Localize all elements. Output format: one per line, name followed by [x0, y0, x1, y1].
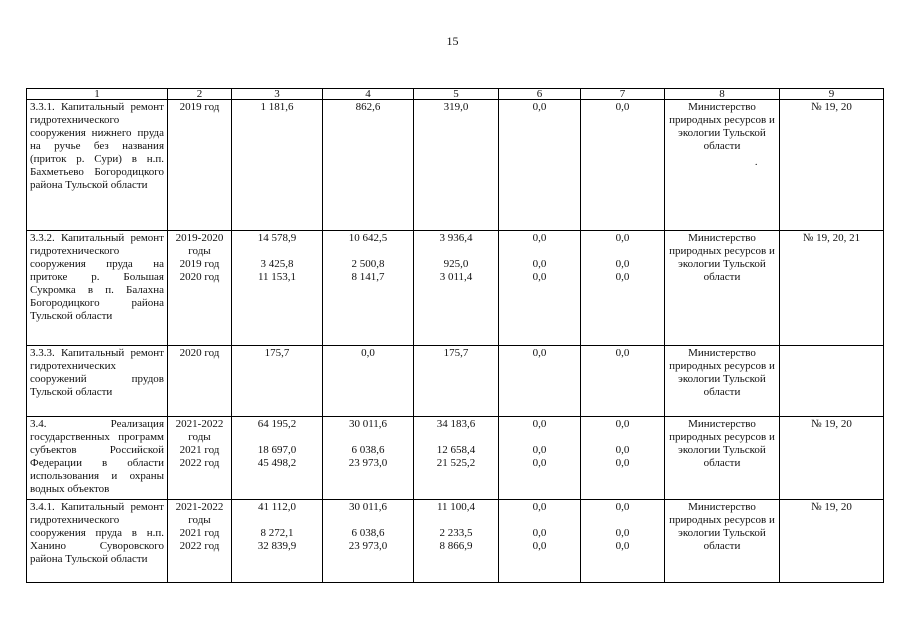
value-line: 0,0: [615, 232, 630, 244]
row-name: 3.3.3. Капитальный ремонт гидротехнических сооружений прудов Тульской области: [27, 346, 168, 417]
col4-cell: [323, 100, 414, 231]
row-years: [168, 346, 232, 417]
value-line: 64 195,2: [257, 418, 297, 430]
ref-cell: № 19, 20, 21: [780, 231, 884, 346]
value-line: 18 697,0: [257, 444, 297, 456]
value-line: 0,0: [532, 101, 547, 113]
value-line: 3 936,4: [439, 232, 473, 244]
year-line: 2019-2020 годы: [175, 232, 224, 257]
col4-cell: [323, 231, 414, 346]
value-line: [502, 514, 577, 527]
col7-cell: [581, 100, 665, 231]
value-line: 8 866,9: [439, 540, 473, 552]
value-line: [502, 245, 577, 258]
value-line: 0,0: [532, 418, 547, 430]
value-line: 175,7: [443, 347, 469, 359]
value-line: 175,7: [264, 347, 290, 359]
row-years: [168, 100, 232, 231]
col-header-6: 6: [499, 89, 581, 100]
value-line: [584, 245, 661, 258]
table-row: [27, 346, 884, 417]
col5-cell: [414, 346, 499, 417]
value-line: 11 100,4: [436, 501, 476, 513]
row-name: 3.4. Реализация государственных программ субъектов Российской Федерации в области использования и охраны водных объектов: [27, 417, 168, 500]
ref-cell: № 19, 20: [780, 417, 884, 500]
year-line: 2022 год: [179, 457, 220, 469]
value-line: 3 011,4: [439, 271, 473, 283]
value-line: 0,0: [532, 232, 547, 244]
col3-cell: [232, 231, 323, 346]
value-line: 0,0: [615, 501, 630, 513]
row-name: 3.4.1. Капитальный ремонт гидротехнического сооружения пруда в н.п. Ханино Суворовского района Тульской области: [27, 500, 168, 583]
value-line: 0,0: [615, 271, 630, 283]
year-line: 2020 год: [179, 271, 220, 283]
value-line: 0,0: [615, 418, 630, 430]
value-line: 34 183,6: [436, 418, 476, 430]
col-header-9: 9: [780, 89, 884, 100]
value-line: 0,0: [615, 258, 630, 270]
value-line: 30 011,6: [348, 418, 388, 430]
org-cell: [665, 100, 780, 231]
col7-cell: [581, 231, 665, 346]
year-line: 2021 год: [179, 444, 220, 456]
table-row: [27, 100, 884, 231]
value-line: 0,0: [615, 527, 630, 539]
row-name: 3.3.2. Капитальный ремонт гидротехнического сооружения пруда на притоке р. Большая Сукромка в п. Балахна Богородицкого района Тульской области: [27, 231, 168, 346]
org-cell: Министерство природных ресурсов и экологии Тульской области: [665, 500, 780, 583]
value-line: [502, 431, 577, 444]
value-line: [417, 245, 495, 258]
table-row: [27, 231, 884, 346]
value-line: 0,0: [615, 444, 630, 456]
value-line: 0,0: [532, 540, 547, 552]
value-line: 8 141,7: [351, 271, 385, 283]
col-header-7: 7: [581, 89, 665, 100]
value-line: 0,0: [532, 258, 547, 270]
org-cell: Министерство природных ресурсов и экологии Тульской области: [665, 231, 780, 346]
col4-cell: [323, 346, 414, 417]
value-line: 2 500,8: [351, 258, 385, 270]
value-line: 6 038,6: [351, 527, 385, 539]
row-years: [168, 500, 232, 583]
col7-cell: [581, 417, 665, 500]
col5-cell: [414, 231, 499, 346]
value-line: 32 839,9: [257, 540, 297, 552]
col6-cell: [499, 346, 581, 417]
ref-cell: № 19, 20: [780, 500, 884, 583]
value-line: 862,6: [355, 101, 381, 113]
col6-cell: [499, 100, 581, 231]
org-cell: Министерство природных ресурсов и экологии Тульской области: [665, 417, 780, 500]
value-line: 0,0: [615, 101, 630, 113]
col3-cell: [232, 417, 323, 500]
year-line: 2022 год: [179, 540, 220, 552]
year-line: 2019 год: [179, 258, 220, 270]
value-line: 1 181,6: [260, 101, 294, 113]
value-line: 41 112,0: [257, 501, 297, 513]
value-line: 0,0: [532, 457, 547, 469]
org-name: Министерство природных ресурсов и экологии Тульской области: [669, 101, 775, 152]
col6-cell: [499, 500, 581, 583]
col-header-3: 3: [232, 89, 323, 100]
value-line: [326, 431, 410, 444]
col-header-1: 1: [27, 89, 168, 100]
value-line: 0,0: [532, 527, 547, 539]
value-line: 23 973,0: [348, 457, 388, 469]
value-line: 0,0: [361, 347, 375, 359]
col5-cell: [414, 500, 499, 583]
col3-cell: [232, 500, 323, 583]
value-line: 10 642,5: [348, 232, 388, 244]
row-years: [168, 231, 232, 346]
col7-cell: [581, 346, 665, 417]
header-row: [27, 89, 884, 100]
value-line: 30 011,6: [348, 501, 388, 513]
value-line: [235, 514, 319, 527]
col-header-2: 2: [168, 89, 232, 100]
value-line: 14 578,9: [257, 232, 297, 244]
col6-cell: [499, 231, 581, 346]
value-line: 0,0: [615, 540, 630, 552]
value-line: 6 038,6: [351, 444, 385, 456]
value-line: 0,0: [532, 271, 547, 283]
value-line: 0,0: [615, 457, 630, 469]
value-line: 45 498,2: [257, 457, 297, 469]
value-line: 8 272,1: [260, 527, 294, 539]
program-table: [26, 88, 884, 583]
value-line: 319,0: [443, 101, 469, 113]
col6-cell: [499, 417, 581, 500]
value-line: [235, 431, 319, 444]
value-line: [417, 514, 495, 527]
col-header-4: 4: [323, 89, 414, 100]
value-line: [417, 431, 495, 444]
year-line: 2021 год: [179, 527, 220, 539]
value-line: 0,0: [532, 444, 547, 456]
value-line: [584, 514, 661, 527]
value-line: [235, 245, 319, 258]
value-line: [584, 431, 661, 444]
value-line: 0,0: [532, 501, 547, 513]
value-line: 2 233,5: [439, 527, 473, 539]
col7-cell: [581, 500, 665, 583]
page-number: 15: [446, 34, 459, 48]
year-line: 2021-2022 годы: [175, 501, 224, 526]
stray-dot: ·: [754, 159, 758, 171]
col-header-8: 8: [665, 89, 780, 100]
table-row: [27, 417, 884, 500]
col5-cell: [414, 417, 499, 500]
value-line: 0,0: [532, 347, 547, 359]
col4-cell: [323, 417, 414, 500]
col3-cell: [232, 100, 323, 231]
value-line: 925,0: [443, 258, 469, 270]
year-line: 2019 год: [179, 101, 220, 113]
value-line: 3 425,8: [260, 258, 294, 270]
year-line: 2021-2022 годы: [175, 418, 224, 443]
col4-cell: [323, 500, 414, 583]
value-line: 11 153,1: [257, 271, 297, 283]
ref-cell: [780, 346, 884, 417]
row-name: 3.3.1. Капитальный ремонт гидротехнического сооружения нижнего пруда на ручье без названия (приток р. Сури) в н.п. Бахметьево Богородицкого района Тульской области: [27, 100, 168, 231]
row-years: [168, 417, 232, 500]
org-cell: Министерство природных ресурсов и экологии Тульской области: [665, 346, 780, 417]
col5-cell: [414, 100, 499, 231]
value-line: [326, 514, 410, 527]
value-line: 0,0: [615, 347, 630, 359]
table-row: [27, 500, 884, 583]
col-header-5: 5: [414, 89, 499, 100]
value-line: 12 658,4: [436, 444, 476, 456]
col3-cell: [232, 346, 323, 417]
ref-cell: № 19, 20: [780, 100, 884, 231]
value-line: 21 525,2: [436, 457, 476, 469]
value-line: [326, 245, 410, 258]
value-line: 23 973,0: [348, 540, 388, 552]
year-line: 2020 год: [179, 347, 220, 359]
